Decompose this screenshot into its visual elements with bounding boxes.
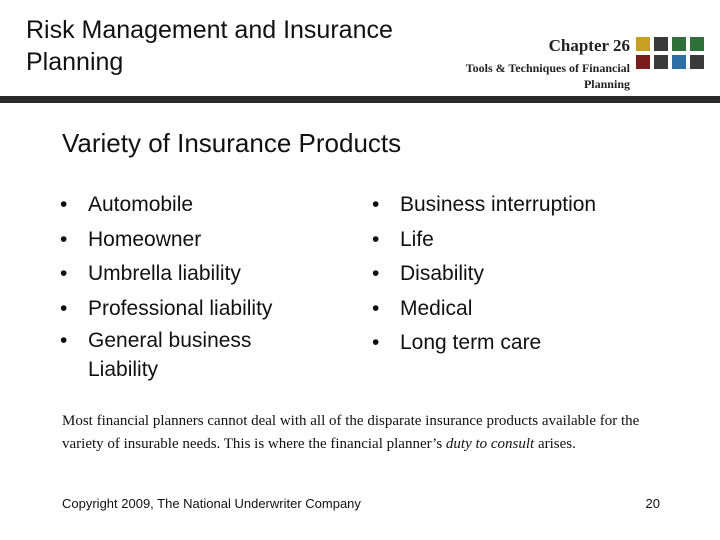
list-item-label: General business Liability	[88, 329, 252, 381]
insurance-list-left	[60, 188, 340, 384]
bullet: •	[372, 193, 380, 216]
body-text-end: arises.	[534, 436, 576, 452]
list-item	[60, 257, 340, 292]
list-item	[372, 292, 692, 327]
logo-square	[654, 55, 668, 69]
chapter-label: Chapter 26	[548, 36, 630, 55]
logo-square	[672, 37, 686, 51]
bullet: •	[372, 331, 380, 354]
bullet: •	[372, 262, 380, 285]
bullet: •	[372, 296, 380, 320]
section-heading: Variety of Insurance Products	[62, 128, 402, 158]
logo-square	[636, 55, 650, 69]
bullet: •	[60, 296, 68, 320]
list-item-label: Medical	[400, 296, 473, 320]
list-item-label: Life	[400, 227, 434, 251]
insurance-list-right	[372, 188, 692, 361]
list-item-label: Professional liability	[88, 296, 273, 320]
list-item	[372, 326, 692, 361]
bullet: •	[60, 193, 68, 216]
bullet: •	[372, 227, 380, 251]
bullet: •	[60, 262, 68, 285]
list-item	[60, 223, 340, 258]
list-item-label: Homeowner	[88, 227, 202, 251]
list-item	[372, 257, 692, 292]
book-subtitle: Tools & Techniques of Financial Planning	[465, 61, 630, 91]
page-number: 20	[645, 496, 660, 511]
list-item-label: Umbrella liability	[88, 262, 241, 285]
list-item-label: Business interruption	[400, 193, 597, 216]
logo-square	[654, 37, 668, 51]
logo-square	[636, 37, 650, 51]
list-item-label: Disability	[400, 262, 485, 285]
bullet: •	[60, 227, 68, 251]
header-divider-bar	[0, 96, 720, 103]
logo-square	[672, 55, 686, 69]
logo-square	[690, 37, 704, 51]
logo-square	[690, 55, 704, 69]
list-item	[60, 188, 340, 223]
list-item	[372, 188, 692, 223]
slide-title: Risk Management and Insurance Planning	[26, 16, 393, 76]
bullet: •	[60, 329, 68, 352]
body-emphasis: duty to consult	[445, 436, 535, 452]
copyright-footer: Copyright 2009, The National Underwriter Company	[62, 496, 361, 511]
list-item-label: Automobile	[88, 193, 194, 216]
list-item	[60, 292, 340, 327]
list-item-label: Long term care	[400, 331, 542, 354]
body-paragraph	[62, 410, 662, 456]
list-item	[60, 326, 340, 384]
list-item	[372, 223, 692, 258]
body-text-start: Most financial planners cannot deal with all of the disparate insurance products available for the variety of insurable needs. This is where the financial planner’s	[62, 413, 640, 452]
